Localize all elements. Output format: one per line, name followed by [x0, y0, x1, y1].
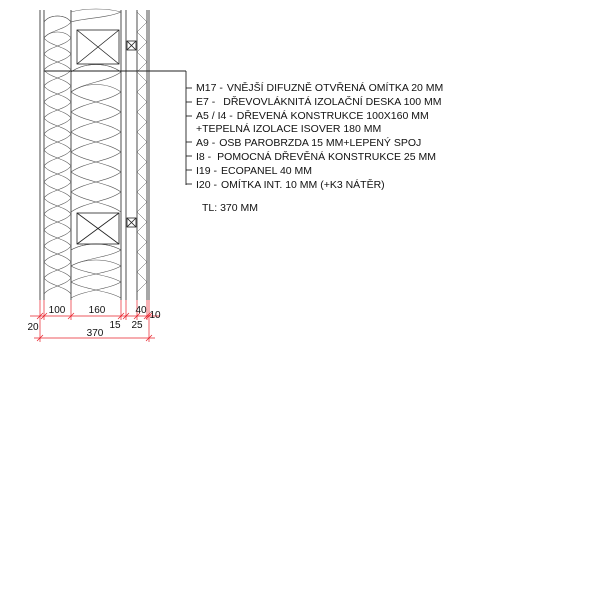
ecopanel-pattern: [137, 12, 147, 292]
legend-line-8: I20 - OMÍTKA INT. 10 MM (+K3 NÁTĚR): [196, 179, 385, 191]
legend-line-5: A9 - OSB PAROBRZDA 15 MM+LEPENÝ SPOJ: [196, 137, 422, 149]
dim-render: 20: [27, 322, 39, 333]
fibreboard-insulation-pattern: [44, 16, 71, 294]
legend-line-3: A5 / I4 - DŘEVENÁ KONSTRUKCE 100X160 MM: [196, 110, 429, 122]
timber-stud-upper: [77, 30, 119, 64]
dimension-labels: [27, 305, 161, 339]
dim-battens: 25: [131, 320, 143, 331]
legend-line-6: I8 - POMOCNÁ DŘEVĚNÁ KONSTRUKCE 25 MM: [196, 151, 436, 163]
leader-line: [44, 71, 192, 185]
layer-legend: [196, 81, 443, 214]
timber-stud-lower: [77, 213, 119, 244]
dim-ecopanel: 40: [135, 305, 147, 316]
legend-line-4: +TEPELNÁ IZOLACE ISOVER 180 MM: [196, 123, 382, 135]
legend-line-7: I19 - ECOPANEL 40 MM: [196, 165, 313, 177]
legend-line-1: M17 - VNĚJŠÍ DIFUZNĚ OTVŘENÁ OMÍTKA 20 MM: [196, 82, 444, 94]
legend-line-2: E7 - DŘEVOVLÁKNITÁ IZOLAČNÍ DESKA 100 MM: [196, 96, 442, 108]
batten-lower: [127, 218, 136, 227]
dim-total: 370: [86, 328, 104, 339]
mineral-wool-pattern: [71, 9, 121, 298]
batten-upper: [127, 41, 136, 50]
total-thickness: TL: 370 MM: [202, 202, 259, 214]
dim-frame: 160: [88, 305, 106, 316]
dim-fibreboard: 100: [48, 305, 66, 316]
wall-layers: [40, 10, 149, 300]
dim-osb: 15: [109, 320, 121, 331]
dim-plaster: 10: [149, 310, 161, 321]
